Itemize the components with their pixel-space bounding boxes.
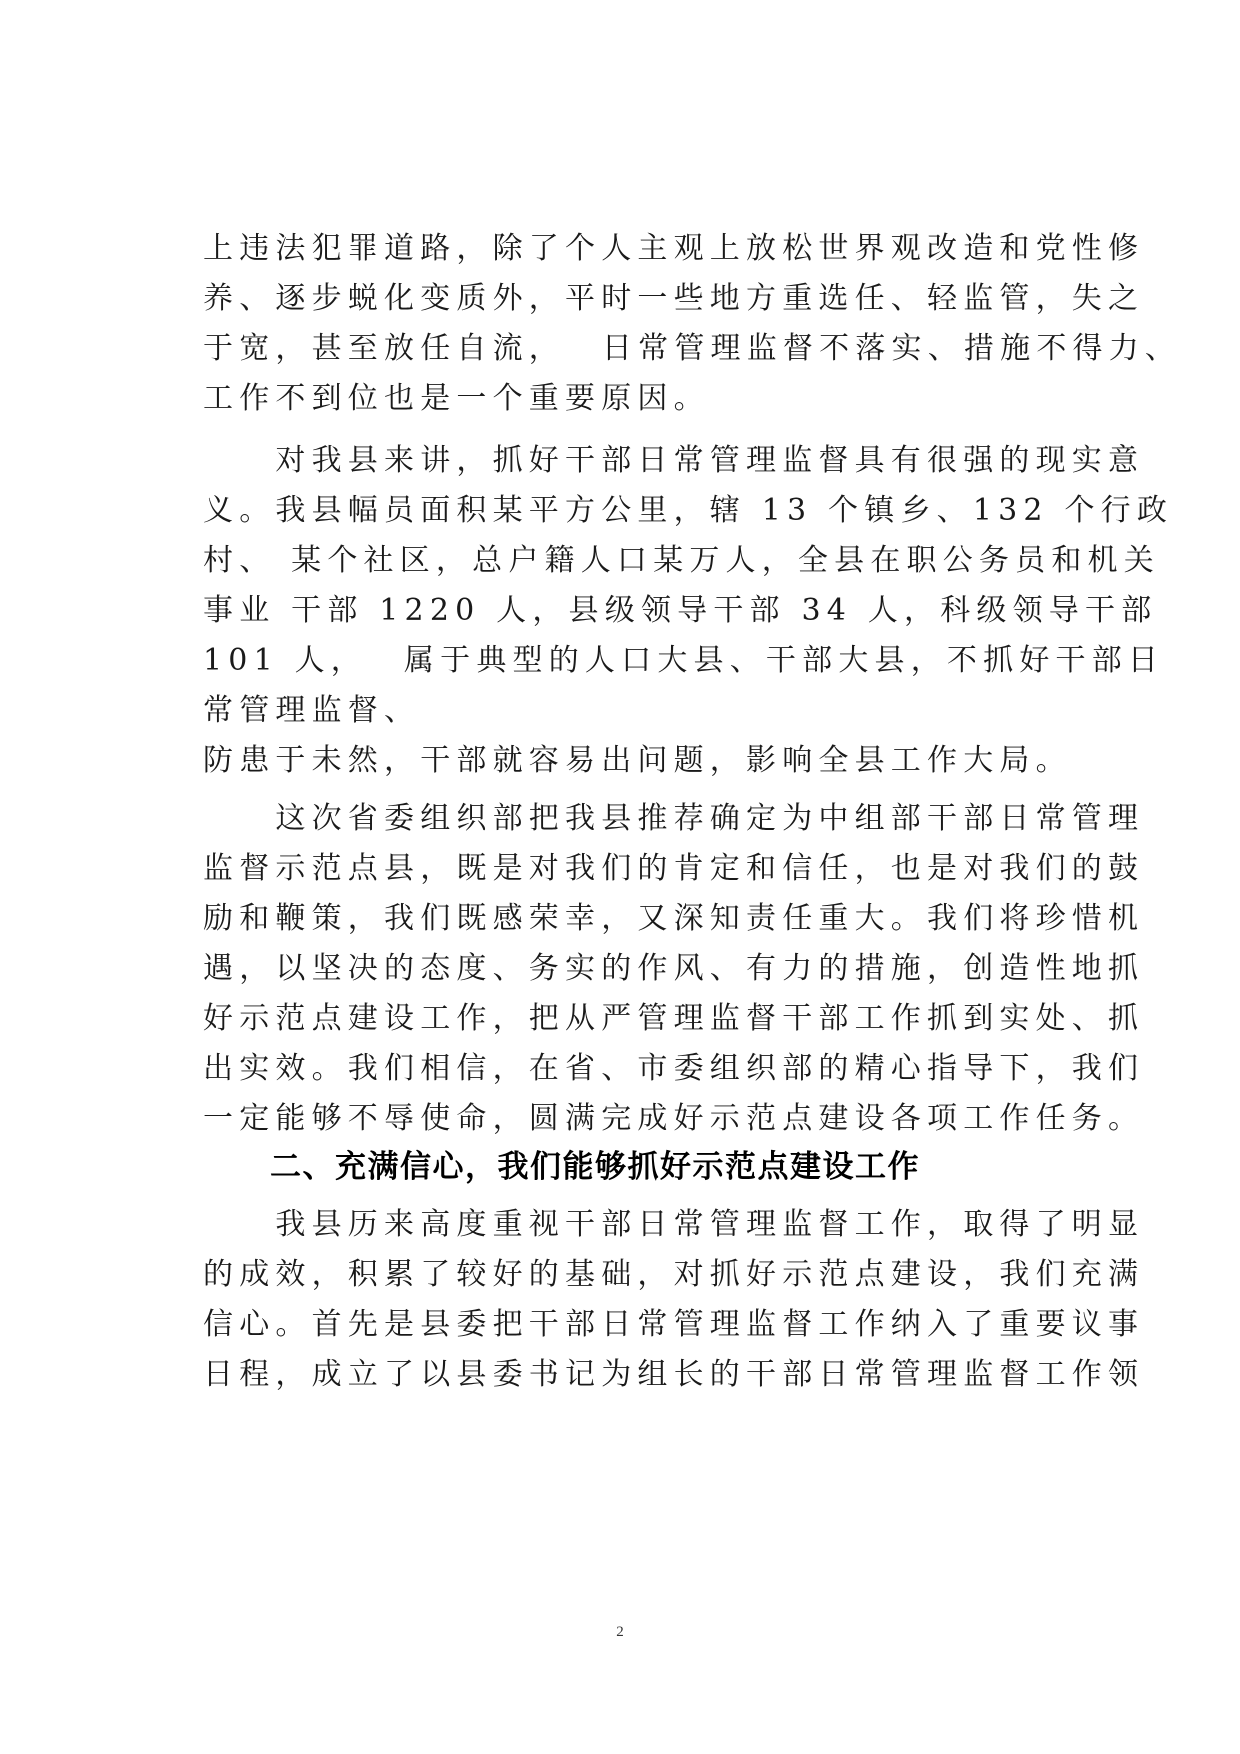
paragraph-1-line-4: 工作不到位也是一个重要原因。: [203, 381, 710, 416]
paragraph-2-line-1: 对我县来讲，抓好干部日常管理监督具有很强的现实意: [203, 443, 1145, 478]
paragraph-1-line-3: 于宽，甚至放任自流， 日常管理监督不落实、措施不得力、: [203, 331, 1182, 366]
paragraph-3-line-3: 励和鞭策，我们既感荣幸，又深知责任重大。我们将珍惜机: [203, 901, 1145, 936]
closing-paragraph-line-4: 日程，成立了以县委书记为组长的干部日常管理监督工作领: [203, 1357, 1145, 1392]
paragraph-1-line-2: 养、逐步蜕化变质外，平时一些地方重选任、轻监管，失之: [203, 281, 1145, 316]
closing-paragraph-line-2: 的成效，积累了较好的基础，对抓好示范点建设，我们充满: [203, 1257, 1145, 1292]
paragraph-3-line-6: 出实效。我们相信，在省、市委组织部的精心指导下，我们: [203, 1051, 1145, 1086]
section-heading: 二、充满信心，我们能够抓好示范点建设工作: [270, 1149, 920, 1185]
closing-paragraph-line-3: 信心。首先是县委把干部日常管理监督工作纳入了重要议事: [203, 1307, 1145, 1342]
paragraph-2-line-5: 101 人， 属于典型的人口大县、干部大县，不抓好干部日: [203, 643, 1165, 678]
page-number: 2: [616, 1624, 624, 1640]
paragraph-2-line-4: 事业 干部 1220 人，县级领导干部 34 人，科级领导干部: [203, 593, 1158, 628]
paragraph-3-line-2: 监督示范点县，既是对我们的肯定和信任，也是对我们的鼓: [203, 851, 1145, 886]
paragraph-2-line-2: 义。我县幅员面积某平方公里，辖 13 个镇乡、132 个行政: [203, 493, 1174, 528]
paragraph-2-line-6: 常管理监督、: [203, 693, 421, 728]
paragraph-2-line-7: 防患于未然，干部就容易出问题，影响全县工作大局。: [203, 743, 1072, 778]
paragraph-3-line-7: 一定能够不辱使命，圆满完成好示范点建设各项工作任务。: [203, 1101, 1145, 1136]
paragraph-3-line-1: 这次省委组织部把我县推荐确定为中组部干部日常管理: [203, 801, 1145, 836]
paragraph-1-line-1: 上违法犯罪道路，除了个人主观上放松世界观改造和党性修: [203, 231, 1145, 266]
paragraph-2-line-3: 村、 某个社区，总户籍人口某万人，全县在职公务员和机关: [203, 543, 1160, 578]
closing-paragraph-line-1: 我县历来高度重视干部日常管理监督工作，取得了明显: [203, 1207, 1145, 1242]
paragraph-3-line-5: 好示范点建设工作，把从严管理监督干部工作抓到实处、抓: [203, 1001, 1145, 1036]
paragraph-3-line-4: 遇，以坚决的态度、务实的作风、有力的措施，创造性地抓: [203, 951, 1145, 986]
